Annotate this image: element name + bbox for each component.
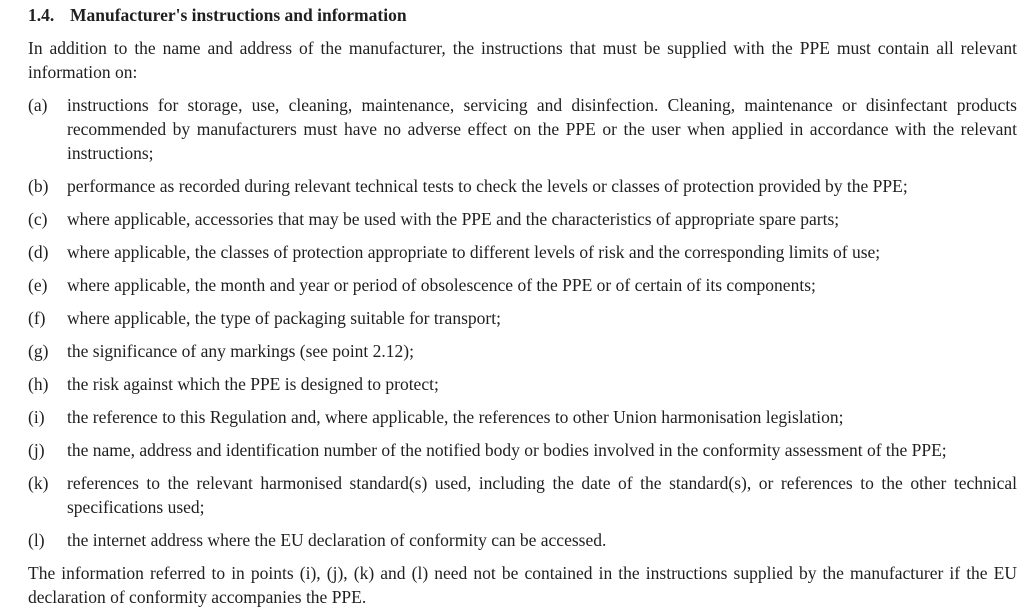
item-label: (a) (28, 95, 48, 115)
item-text: the significance of any markings (see point 2.12); (67, 341, 414, 361)
item-text: where applicable, the classes of protection appropriate to different levels of risk and the corresponding limits of use; (67, 242, 881, 262)
item-label: (h) (28, 374, 49, 394)
list-item (28, 207, 1017, 231)
item-text: the name, address and identification number of the notified body or bodies involved in the conformity assessment of the PPE; (67, 440, 947, 460)
item-label: (f) (28, 308, 46, 328)
list-item (28, 471, 1017, 519)
item-label: (j) (28, 440, 45, 460)
list-item (28, 174, 1017, 198)
item-label: (b) (28, 176, 49, 196)
list-item (28, 93, 1017, 165)
item-text: where applicable, accessories that may be used with the PPE and the characteristics of appropriate spare parts; (67, 209, 840, 229)
item-label: (c) (28, 209, 48, 229)
list-item (28, 405, 1017, 429)
list-item (28, 438, 1017, 462)
item-label: (i) (28, 407, 45, 427)
list-item (28, 372, 1017, 396)
item-text: the reference to this Regulation and, where applicable, the references to other Union harmonisation legislation; (67, 407, 844, 427)
item-label: (l) (28, 530, 45, 550)
section-title: Manufacturer's instructions and information (70, 5, 407, 25)
item-label: (k) (28, 473, 49, 493)
list-item (28, 339, 1017, 363)
closing-paragraph: The information referred to in points (i), (j), (k) and (l) need not be contained in the instructions supplied by the manufacturer if the EU declaration of conformity accompanies the PPE. (28, 563, 1017, 607)
item-text: the internet address where the EU declaration of conformity can be accessed. (67, 530, 607, 550)
item-label: (d) (28, 242, 49, 262)
item-text: performance as recorded during relevant technical tests to check the levels or classes of protection provided by the PPE; (67, 176, 908, 196)
item-text: the risk against which the PPE is designed to protect; (67, 374, 439, 394)
list-item (28, 240, 1017, 264)
list-item (28, 273, 1017, 297)
list-item (28, 528, 1017, 552)
section-number: 1.4. (28, 5, 55, 25)
item-text: references to the relevant harmonised standard(s) used, including the date of the standard(s), or references to the other technical specifications used; (67, 473, 1017, 517)
item-label: (e) (28, 275, 48, 295)
item-label: (g) (28, 341, 49, 361)
item-text: where applicable, the type of packaging suitable for transport; (67, 308, 501, 328)
list-item (28, 306, 1017, 330)
item-text: instructions for storage, use, cleaning, maintenance, servicing and disinfection. Cleaning, maintenance or disinfectant products recommended by manufacturers must have no adverse effect on the PPE or the user when applied in accordance with the relevant instructions; (67, 95, 1017, 163)
section-heading (28, 3, 1017, 27)
intro-paragraph: In addition to the name and address of the manufacturer, the instructions that must be supplied with the PPE must contain all relevant information on: (28, 38, 1017, 82)
item-text: where applicable, the month and year or period of obsolescence of the PPE or of certain of its components; (67, 275, 816, 295)
